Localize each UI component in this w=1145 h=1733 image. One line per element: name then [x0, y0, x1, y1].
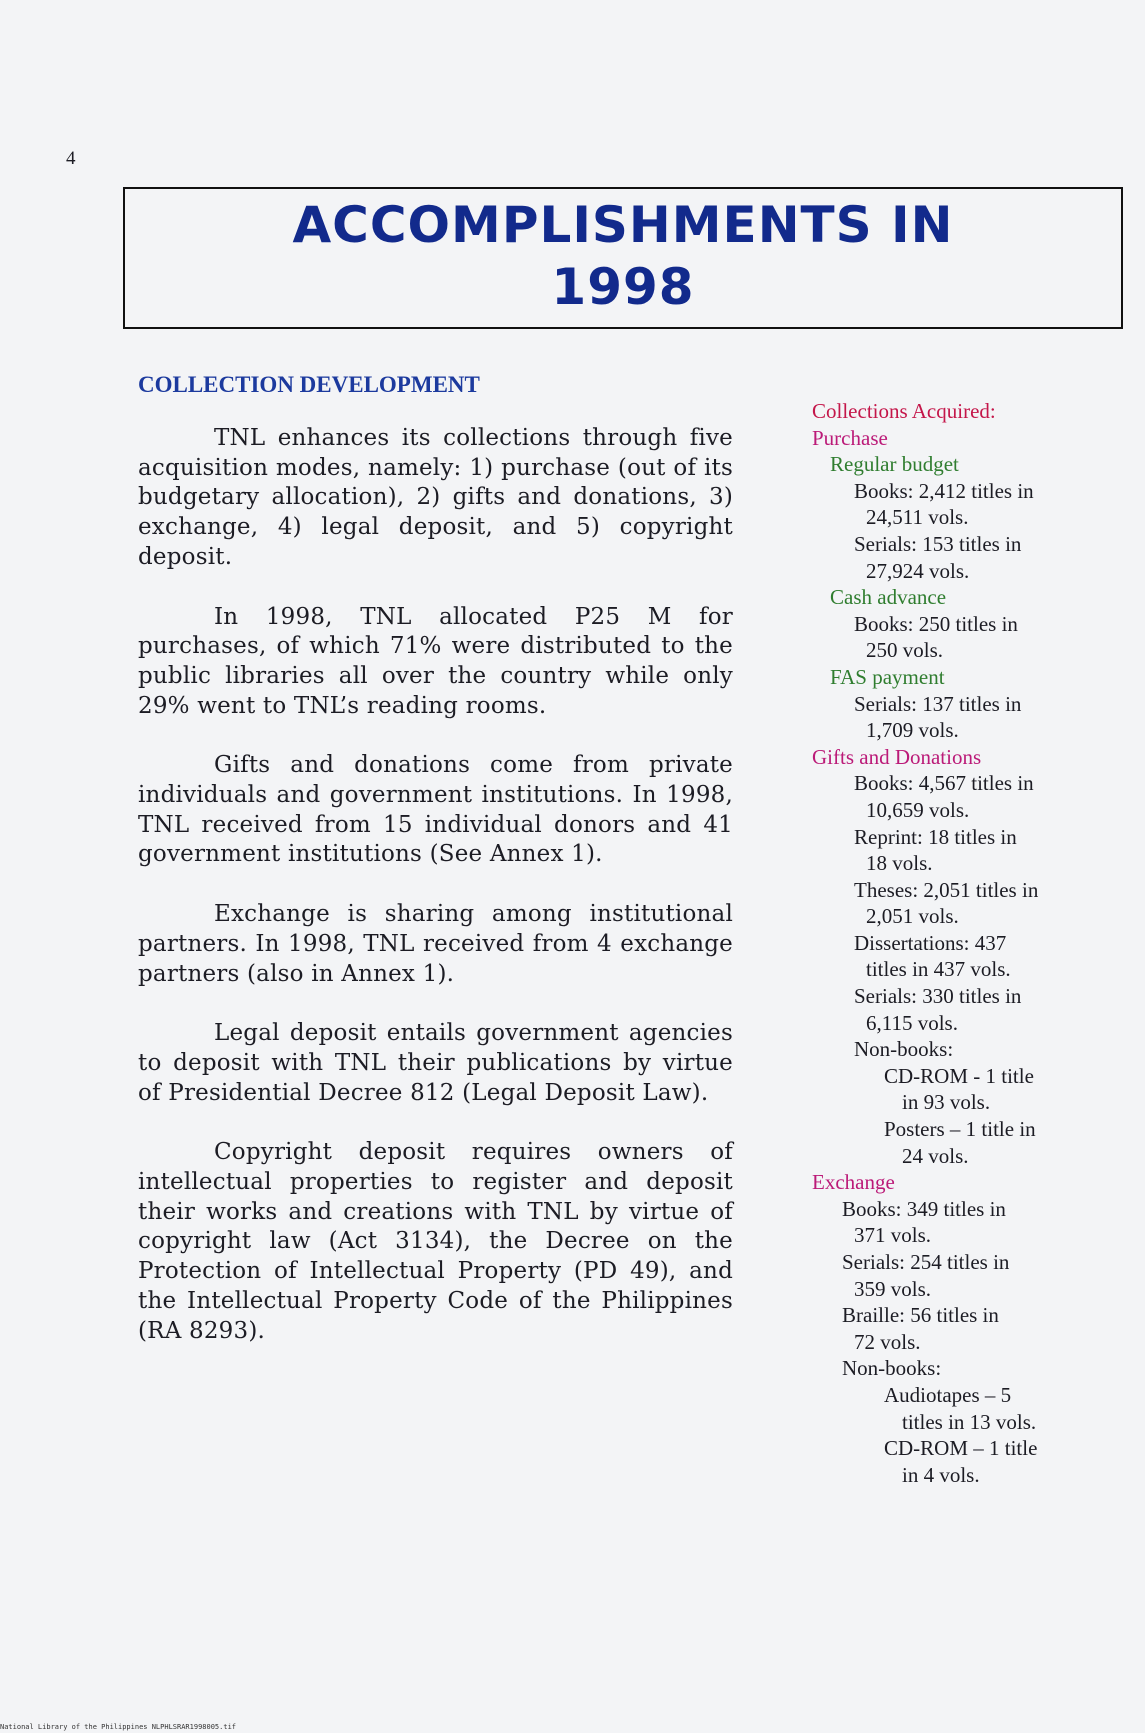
- page-title-line1: ACCOMPLISHMENTS IN: [292, 196, 954, 254]
- list-item: Posters – 1 title in: [884, 1117, 1036, 1142]
- page-number: 4: [66, 148, 76, 169]
- list-item: 359 vols.: [854, 1276, 932, 1301]
- list-item: Dissertations: 437: [854, 930, 1007, 955]
- list-item: Books: 4,567 titles in: [854, 771, 1034, 796]
- list-item: in 4 vols.: [902, 1462, 980, 1487]
- list-item: 250 vols.: [866, 638, 944, 663]
- list-item: Books: 349 titles in: [842, 1196, 1006, 1221]
- category-gifts-donations: Gifts and Donations: [812, 744, 982, 769]
- category-exchange: Exchange: [812, 1170, 895, 1195]
- list-item: Serials: 137 titles in: [854, 691, 1022, 716]
- list-item: Non-books:: [854, 1037, 954, 1062]
- title-box: [123, 187, 1123, 329]
- list-item: CD-ROM - 1 title: [884, 1063, 1034, 1088]
- list-item: 72 vols.: [854, 1329, 921, 1354]
- page-title-line2: 1998: [551, 258, 695, 316]
- list-item: Theses: 2,051 titles in: [854, 877, 1039, 902]
- subcategory-regular-budget: Regular budget: [830, 452, 959, 477]
- list-item: Books: 2,412 titles in: [854, 478, 1034, 503]
- list-item: Books: 250 titles in: [854, 611, 1018, 636]
- list-item: titles in 13 vols.: [902, 1409, 1037, 1434]
- list-item: in 93 vols.: [902, 1090, 991, 1115]
- list-item: Reprint: 18 titles in: [854, 824, 1017, 849]
- section-heading: COLLECTION DEVELOPMENT: [138, 372, 480, 397]
- category-purchase: Purchase: [812, 425, 888, 450]
- collections-sidebar: [812, 398, 1112, 1488]
- list-item: titles in 437 vols.: [866, 957, 1011, 982]
- subcategory-cash-advance: Cash advance: [830, 585, 947, 610]
- list-item: Serials: 153 titles in: [854, 531, 1022, 556]
- paragraph: TNL enhances its collections through five acquisition modes, namely: 1) purchase (out of its budgetary allocation), 2) gifts and donations, 3) exchange, 4) legal deposit, and 5) copyright deposit.: [138, 425, 733, 570]
- list-item: CD-ROM – 1 title: [884, 1436, 1038, 1461]
- list-item: Serials: 330 titles in: [854, 984, 1022, 1009]
- list-item: 18 vols.: [866, 851, 933, 876]
- list-item: 2,051 vols.: [866, 904, 959, 929]
- list-item: 24,511 vols.: [866, 505, 969, 530]
- list-item: Braille: 56 titles in: [842, 1303, 999, 1328]
- subcategory-fas-payment: FAS payment: [830, 664, 945, 689]
- list-item: 10,659 vols.: [866, 797, 970, 822]
- list-item: 371 vols.: [854, 1223, 932, 1248]
- list-item: 1,709 vols.: [866, 718, 959, 743]
- scan-footer: National Library of the Philippines NLPHLSRAR1998005.tif: [0, 1723, 237, 1731]
- paragraph: Exchange is sharing among institutional partners. In 1998, TNL received from 4 exchange partners (also in Annex 1).: [138, 901, 733, 987]
- body-text: [138, 424, 733, 1376]
- list-item: 6,115 vols.: [866, 1010, 958, 1035]
- paragraph: Gifts and donations come from private individuals and government institutions. In 1998, TNL received from 15 individual donors and 41 government institutions (See Annex 1).: [138, 752, 733, 868]
- list-item: Non-books:: [842, 1356, 942, 1381]
- list-item: Serials: 254 titles in: [842, 1250, 1010, 1274]
- list-item: 27,924 vols.: [866, 558, 970, 583]
- sidebar-heading: Collections Acquired:: [812, 399, 996, 423]
- paragraph: In 1998, TNL allocated P25 M for purchases, of which 71% were distributed to the public libraries all over the country while only 29% went to TNL’s reading rooms.: [138, 603, 733, 719]
- list-item: 24 vols.: [902, 1143, 969, 1168]
- paragraph: Copyright deposit requires owners of intellectual properties to register and deposit their works and creations with TNL by virtue of copyright law (Act 3134), the Decree on the Protection of Intellectual Property (PD 49), and the Intellectual Property Code of the Philippines (RA 8293).: [138, 1139, 733, 1344]
- list-item: Audiotapes – 5: [884, 1382, 1012, 1407]
- paragraph: Legal deposit entails government agencies to deposit with TNL their publications by virtue of Presidential Decree 812 (Legal Deposit Law).: [138, 1020, 733, 1106]
